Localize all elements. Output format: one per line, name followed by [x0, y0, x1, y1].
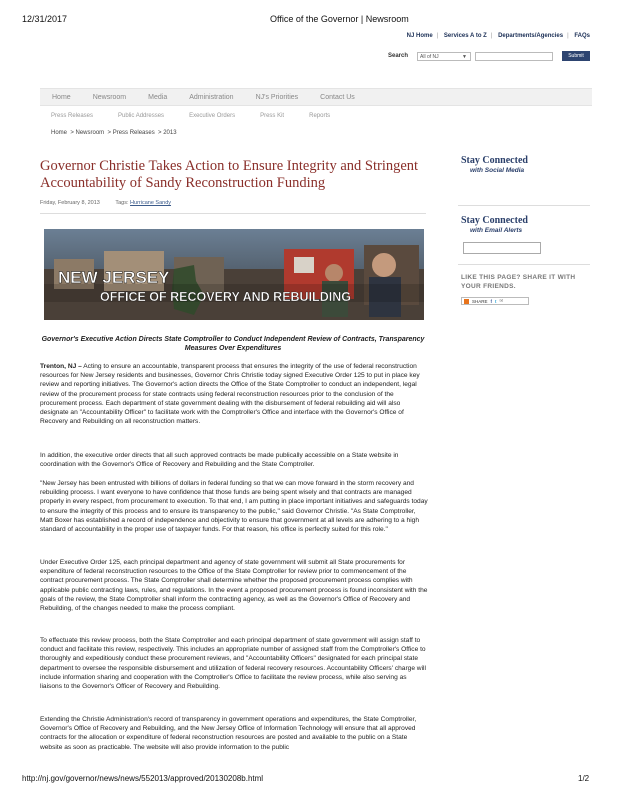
nav-priorities[interactable]: NJ's Priorities	[255, 93, 299, 101]
paragraph-3: "New Jersey has been entrusted with billions of dollars in federal funding so that we can move forward in the storm recovery and rebuilding process. I want everyone to have confidence that those funds are being spent wisely and that contracts are managed properly in every respect, from procurement to execution. To that end, I am putting in place important initiatives and safeguards today to ensure the integrity of this process and to ensure its transparency to the public," said Governor Christie. "As State Comptroller, Matt Boxer has established a record of independence and objectivity to ensure that government at all levels are adhering to a high standard of accountability in the proper use of taxpayer funds. For that reason, his office is perfectly suited for this role."	[40, 480, 428, 534]
tags-label: Tags:	[115, 200, 129, 206]
article-subtitle: Governor's Executive Action Directs State Comptroller to Conduct Independent Review of Contracts, Transparency Measures Over Expenditures	[41, 336, 425, 352]
print-page: 1/2	[578, 774, 590, 783]
email-subtitle[interactable]: with Email Alerts	[470, 227, 523, 234]
subnav-reports[interactable]: Reports	[309, 113, 331, 119]
share-label: SHARE	[472, 298, 488, 304]
email-field[interactable]	[463, 242, 541, 254]
banner-image	[44, 229, 424, 320]
chevron-down-icon: ▼	[462, 53, 467, 60]
search-bar	[388, 50, 590, 62]
top-links: NJ Home | Services A to Z | Departments/Agencies | FAQs	[406, 33, 590, 39]
sub-nav	[51, 113, 355, 119]
top-link-faqs[interactable]: FAQs	[574, 33, 590, 39]
print-title: Office of the Governor | Newsroom	[270, 14, 409, 24]
nav-contact[interactable]: Contact Us	[320, 93, 355, 101]
top-link-nj-home[interactable]: NJ Home	[406, 33, 433, 39]
article-date: Friday, February 8, 2013	[40, 200, 100, 206]
divider	[40, 213, 426, 214]
email-title: Stay Connected	[461, 215, 528, 226]
search-label: Search	[387, 53, 408, 59]
social-subtitle[interactable]: with Social Media	[470, 167, 525, 174]
paragraph-2: In addition, the executive order directs that all such approved contracts be made publically accessible on a State website in coordination with the Governor's Office of Recovery and Rebuilding and the State Comptroller.	[40, 452, 399, 469]
search-scope-select[interactable]	[417, 52, 471, 61]
nav-home[interactable]: Home	[52, 93, 71, 101]
print-url: http://nj.gov/governor/news/news/552013/approved/20130208b.html	[22, 774, 264, 783]
main-nav	[40, 88, 592, 106]
subnav-press-releases[interactable]: Press Releases	[51, 113, 94, 119]
facebook-icon: f	[490, 298, 493, 304]
subnav-executive-orders[interactable]: Executive Orders	[189, 113, 236, 119]
print-date: 12/31/2017	[22, 14, 68, 24]
email-icon: ✉	[499, 298, 504, 303]
sidebar-divider	[458, 205, 590, 206]
top-link-departments[interactable]: Departments/Agencies	[498, 33, 564, 39]
tag-link[interactable]: Hurricane Sandy	[130, 200, 172, 206]
banner-line1: NEW JERSEY	[58, 268, 170, 287]
paragraph-5: To effectuate this review process, both the State Comptroller and each principal department of state government will assign staff to conduct and facilitate this review, respectively. This includes an appropriate number of assigned staff from the Comptroller's Office to thoroughly and expeditiously conduct these procurement reviews, and "Accountability Officers" designated for each principal state department to oversee the responsible disbursement and utilization of federal recovery resources. Accountability Officers' charge will include information sharing and cooperation with the Comptroller's Office to facilitate the review process, while also serving as liaisons to the Governor's Officer of Recovery and Rebuilding.	[40, 637, 426, 691]
nav-administration[interactable]: Administration	[189, 93, 234, 101]
search-scope-value: All of NJ	[420, 53, 439, 60]
paragraph-4: Under Executive Order 125, each principal department and agency of state government will submit all State procurements for expenditure of federal reconstruction resources to the Office of the State Comptroller for review prior to commencement of the contract procurement process. The State Comptroller shall determine whether the proposed procurement process complies with applicable public contracting laws, rules, and regulations. In the event a proposed procurement process is found inconsistent with the goals of the review, the State Comptroller shall inform the contracting agency, as well as the Governor's Office of Recovery and Rebuilding, of the changes needed to make the process compliant.	[40, 559, 428, 613]
subnav-press-kit[interactable]: Press Kit	[260, 113, 285, 119]
share-icon	[464, 299, 469, 304]
nav-newsroom[interactable]: Newsroom	[92, 93, 127, 101]
paragraph-6: Extending the Christie Administration's record of transparency in government operations and expenditures, the State Comptroller, Governor's Office of Recovery and Rebuilding, and the New Jersey Office of Information Technology will ensure that all approved contracts for the allocation or expenditure of federal reconstruction resources are posted and available to the public on a State website as soon as practicable. The website will also provide information to the public	[40, 716, 417, 751]
banner-line2: OFFICE OF RECOVERY AND REBUILDING	[100, 290, 351, 304]
share-button[interactable]	[461, 297, 529, 305]
twitter-icon: t	[495, 298, 497, 304]
subnav-public-addresses[interactable]: Public Addresses	[118, 113, 165, 119]
paragraph-1-text: Acting to ensure an accountable, transparent process that ensures the integrity of the use of federal reconstruction resources for New Jersey residents and businesses, Governor Chris Christie today signed Executive Order 125 to put in place key review and reporting initiatives. The Governor's action directs the Office of the State Comptroller to conduct an independent, legal review of the procurement process for state contracts using federal reconstruction resources prior to the conclusion of the procurement process. Each department of state government dealing with the disbursement of federal rebuilding aid will also designate an "Accountability Officer" to facilitate work with the Comptroller's Office and interface with the Governor's Office of Recovery and Rebuilding on all reconstruction matters.	[40, 363, 420, 426]
social-title: Stay Connected	[461, 155, 528, 166]
top-link-services[interactable]: Services A to Z	[443, 33, 487, 39]
article-meta	[40, 200, 171, 206]
dateline: Trenton, NJ –	[40, 363, 82, 370]
breadcrumb[interactable]: Home > Newsroom > Press Releases > 2013	[51, 130, 177, 136]
share-prompt: LIKE THIS PAGE? SHARE IT WITH YOUR FRIENDS.	[461, 274, 576, 290]
page-title: Governor Christie Takes Action to Ensure Integrity and Stringent Accountability of Sandy Reconstruction Funding	[40, 158, 419, 191]
paragraph-1	[40, 362, 428, 426]
search-input[interactable]	[475, 52, 553, 61]
search-submit-button[interactable]: Submit	[562, 51, 590, 61]
sidebar-divider	[458, 264, 590, 265]
nav-media[interactable]: Media	[148, 93, 168, 101]
